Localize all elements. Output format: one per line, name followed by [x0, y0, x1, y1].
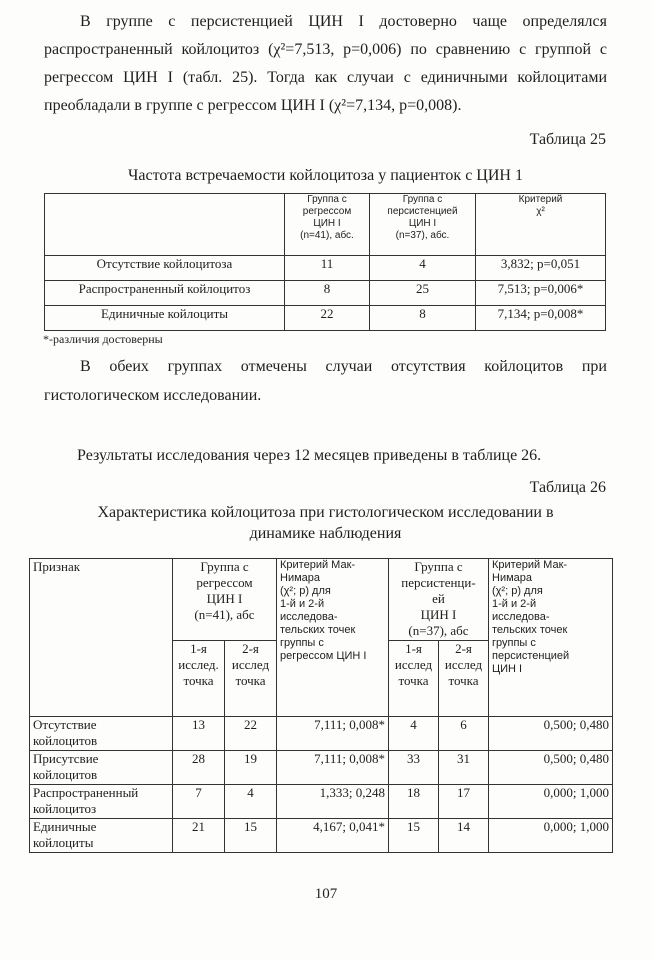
cell-criterion: 7,111; 0,008*	[277, 717, 389, 751]
header-criterion1: Критерий Мак- Нимара (χ²; р) для 1-й и 2-й исследова- тельских точек группы с регрессом ЦИН I	[277, 559, 389, 717]
cell-value: 15	[225, 819, 277, 853]
table-row	[45, 306, 606, 331]
cell-value: 19	[225, 751, 277, 785]
header-sign: Признак	[30, 559, 173, 717]
cell-value: 13	[173, 717, 225, 751]
cell-value: 6	[439, 717, 489, 751]
cell-criterion: 7,513; р=0,006*	[476, 281, 606, 306]
cell-criterion: 3,832; р=0,051	[476, 256, 606, 281]
cell-value: 28	[173, 751, 225, 785]
text-line: регрессом ЦИН I (табл. 25). Тогда как случаи с единичными койлоцитами	[44, 69, 607, 86]
table-25-header-group2: Группа с персистенцией ЦИН I (n=37), абс.	[370, 194, 476, 256]
cell-criterion: 4,167; 0,041*	[277, 819, 389, 853]
table-row	[30, 819, 613, 853]
table-25-footnote: *-различия достоверны	[43, 332, 163, 346]
cell-value: 31	[439, 751, 489, 785]
text-line: В группе с персистенцией ЦИН I достоверно чаще определялся	[80, 13, 607, 30]
cell-value: 4	[370, 256, 476, 281]
text-line: преобладали в группе с регрессом ЦИН I (χ²=7,134, р=0,008).	[44, 97, 462, 114]
cell-value: 14	[439, 819, 489, 853]
cell-value: 17	[439, 785, 489, 819]
cell-value: 25	[370, 281, 476, 306]
cell-value: 4	[225, 785, 277, 819]
header-point2: 2-я исслед точка	[439, 641, 489, 717]
table-25-header-criterion: Критерий χ²	[476, 194, 606, 256]
row-label: Присутсвие койлоцитов	[30, 751, 173, 785]
row-label: Единичные койлоциты	[45, 306, 285, 331]
row-label: Распространенный койлоцитоз	[30, 785, 173, 819]
table-25-header-group1: Группа с регрессом ЦИН I (n=41), абс.	[285, 194, 370, 256]
table-row	[30, 785, 613, 819]
header-criterion2: Критерий Мак- Нимара (χ²; р) для 1-й и 2-й исследова- тельских точек группы с персистенцией ЦИН I	[489, 559, 613, 717]
cell-value: 15	[389, 819, 439, 853]
cell-criterion: 0,500; 0,480	[489, 751, 613, 785]
table-26	[29, 558, 613, 853]
cell-criterion: 7,134; р=0,008*	[476, 306, 606, 331]
table-25-header-empty	[45, 194, 285, 256]
cell-value: 11	[285, 256, 370, 281]
cell-value: 22	[225, 717, 277, 751]
table-25	[44, 193, 606, 331]
cell-criterion: 0,500; 0,480	[489, 717, 613, 751]
table-row	[30, 717, 613, 751]
cell-value: 21	[173, 819, 225, 853]
title-line: динамике наблюдения	[249, 525, 402, 542]
page-number: 107	[314, 886, 338, 902]
table-row	[30, 751, 613, 785]
header-point1: 1-я исслед. точка	[173, 641, 225, 717]
cell-value: 4	[389, 717, 439, 751]
table-row	[45, 256, 606, 281]
table-25-label: Таблица 25	[529, 131, 606, 148]
row-label: Единичные койлоциты	[30, 819, 173, 853]
row-label: Отсутствие койлоцитов	[30, 717, 173, 751]
cell-value: 8	[285, 281, 370, 306]
text-line: гистологическом исследовании.	[44, 387, 262, 404]
text-line: распространенный койлоцитоз (χ²=7,513, р=0,006) по сравнению с группой с	[44, 41, 607, 58]
paragraph-3: Результаты исследования через 12 месяцев приведены в таблице 26.	[77, 447, 542, 464]
cell-criterion: 0,000; 1,000	[489, 785, 613, 819]
cell-value: 8	[370, 306, 476, 331]
cell-value: 7	[173, 785, 225, 819]
row-label: Распространенный койлоцитоз	[45, 281, 285, 306]
text-line: В обеих группах отмечены случаи отсутствия койлоцитов при	[80, 358, 607, 375]
cell-criterion: 1,333; 0,248	[277, 785, 389, 819]
header-group1: Группа с регрессом ЦИН I (n=41), абс	[173, 559, 277, 641]
title-line: Характеристика койлоцитоза при гистологическом исследовании в	[97, 504, 554, 521]
cell-criterion: 7,111; 0,008*	[277, 751, 389, 785]
row-label: Отсутствие койлоцитоза	[45, 256, 285, 281]
table-26-label: Таблица 26	[529, 479, 606, 496]
cell-value: 22	[285, 306, 370, 331]
header-point1: 1-я исслед точка	[389, 641, 439, 717]
cell-criterion: 0,000; 1,000	[489, 819, 613, 853]
table-row	[45, 281, 606, 306]
cell-value: 18	[389, 785, 439, 819]
header-group2: Группа с персистенци- ей ЦИН I (n=37), абс	[389, 559, 489, 641]
header-point2: 2-я исслед точка	[225, 641, 277, 717]
table-25-title: Частота встречаемости койлоцитоза у пациенток с ЦИН 1	[128, 167, 523, 184]
cell-value: 33	[389, 751, 439, 785]
